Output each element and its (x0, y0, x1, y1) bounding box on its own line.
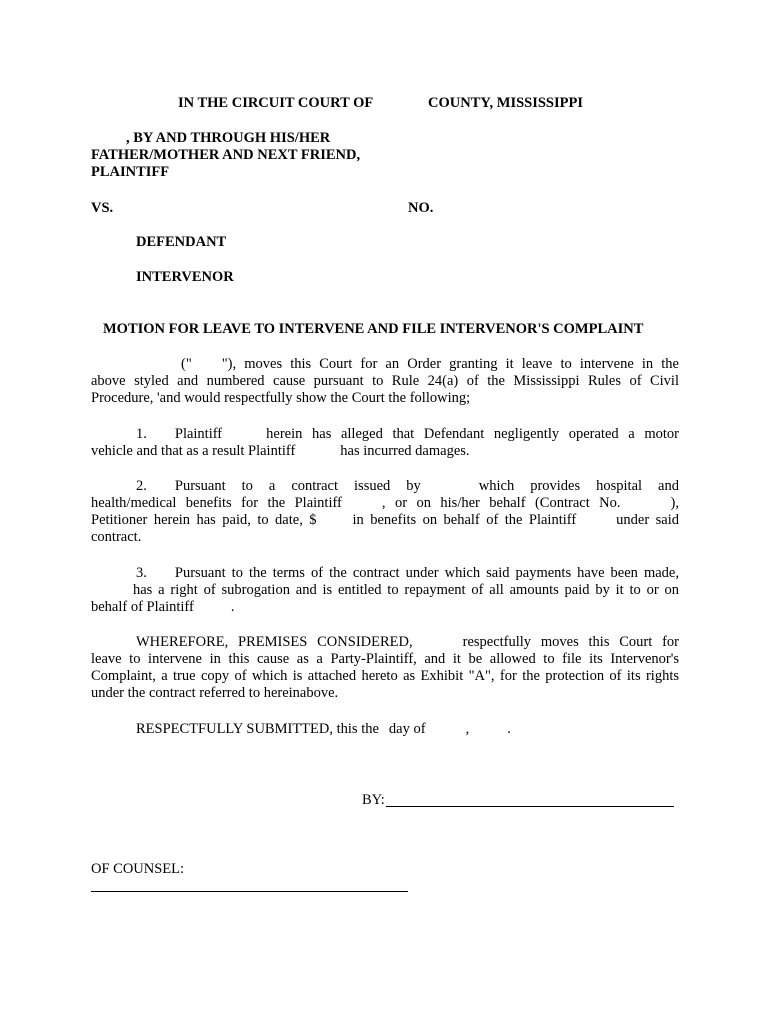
paragraph-3-number: 3. (136, 565, 147, 581)
by-label: BY: (362, 792, 385, 808)
paragraph-3 (91, 565, 679, 616)
of-counsel-label: OF COUNSEL: (91, 861, 185, 877)
paragraph-2 (91, 478, 679, 546)
intro-paragraph (91, 356, 679, 407)
paragraph-2-line-3: Petitioner herein has paid, to date, $ in benefits on behalf of the Plaintiff under said (91, 512, 679, 528)
plaintiff-line-1: , BY AND THROUGH HIS/HER (126, 130, 331, 146)
county-label: COUNTY, MISSISSIPPI (428, 95, 583, 111)
paragraph-2-line-2: health/medical benefits for the Plaintiff , or on his/her behalf (Contract No. ), (91, 495, 679, 511)
intro-line-2: above styled and numbered cause pursuant to Rule 24(a) of the Mississippi Rules of Civil (91, 373, 679, 389)
paragraph-1-line-2: vehicle and that as a result Plaintiff has incurred damages. (91, 443, 470, 459)
paragraph-1 (91, 426, 679, 460)
paragraph-3-line-3: behalf of Plaintiff . (91, 599, 235, 615)
court-label: IN THE CIRCUIT COURT OF (178, 95, 374, 111)
defendant-label: DEFENDANT (136, 234, 227, 250)
paragraph-3-line-2: has a right of subrogation and is entitled to repayment of all amounts paid by it to or on (133, 582, 679, 598)
paragraph-2-line-1: 2. Pursuant to a contract issued by which provides hospital and (136, 478, 679, 494)
case-number-label: NO. (408, 200, 434, 216)
document-title: MOTION FOR LEAVE TO INTERVENE AND FILE INTERVENOR'S COMPLAINT (103, 321, 644, 337)
intro-line-3: Procedure, 'and would respectfully show the Court the following; (91, 390, 471, 406)
paragraph-1-line-1: 1. Plaintiff herein has alleged that Defendant negligently operated a motor (136, 426, 679, 442)
vs-label: VS. (91, 200, 114, 216)
submitted-line: RESPECTFULLY SUBMITTED, this the day of , . (136, 721, 511, 737)
paragraph-1-number: 1. (136, 426, 147, 442)
plaintiff-label: PLAINTIFF (91, 164, 170, 180)
wherefore-line-2: leave to intervene in this cause as a Party-Plaintiff, and it be allowed to file its Intervenor's (91, 651, 679, 667)
intervenor-label: INTERVENOR (136, 269, 234, 285)
signature-line (386, 806, 674, 807)
wherefore-line-1: WHEREFORE, PREMISES CONSIDERED, respectfully moves this Court for (136, 634, 680, 650)
paragraph-2-number: 2. (136, 478, 147, 494)
plaintiff-line-2: FATHER/MOTHER AND NEXT FRIEND, (91, 147, 361, 163)
intro-line-1: (" "), moves this Court for an Order granting it leave to intervene in the (181, 356, 679, 372)
counsel-signature-line (91, 891, 408, 892)
wherefore-paragraph (91, 634, 679, 702)
paragraph-3-line-1: 3. Pursuant to the terms of the contract under which said payments have been made, (136, 565, 679, 581)
paragraph-2-line-4: contract. (91, 529, 142, 545)
wherefore-line-4: under the contract referred to hereinabove. (91, 685, 339, 701)
wherefore-line-3: Complaint, a true copy of which is attached hereto as Exhibit "A", for the protection of its rights (91, 668, 679, 684)
